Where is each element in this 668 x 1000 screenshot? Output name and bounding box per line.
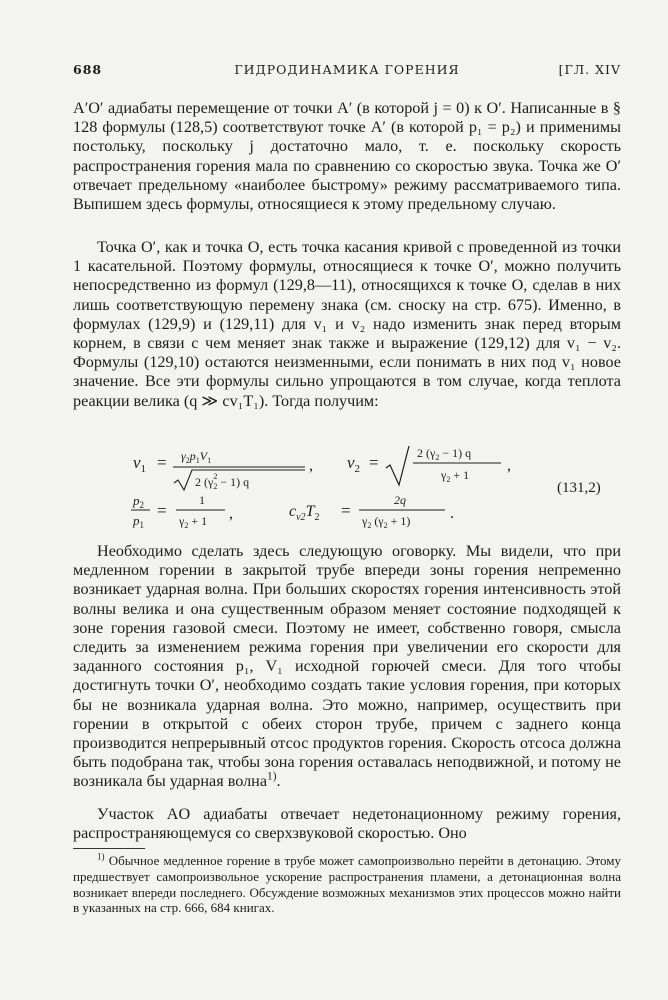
svg-text:=: = — [341, 501, 351, 520]
footnote — [73, 853, 621, 916]
svg-text:v1: $v_1$ — [133, 453, 147, 475]
svg-text:2 (γ2− 1) q: 2 $(\gamma_2 - 1)$ q — [417, 446, 472, 462]
formula-temperature — [289, 493, 454, 530]
svg-text:=: = — [157, 501, 167, 520]
running-header — [73, 62, 621, 80]
formula-131-2 — [73, 446, 621, 536]
chapter-label: [ГЛ. XIV — [558, 62, 621, 77]
formula-pressure-ratio — [131, 493, 233, 530]
svg-text:.: . — [450, 505, 454, 522]
footnote-text: Обычное медленное горение в трубе может самопроизвольно перейти в детонацию. Этому предшествует самопроизвольное ускорение распространения пламени, а детонационная волна возникает впереди последнего. Обсуждение возможных механизмов этих процессов можно найти в указанных на стр. 666, 684 книгах. — [73, 853, 622, 916]
page-number: 688 — [73, 62, 103, 77]
svg-text:cv2T2: $c_{v2}T_2$ — [289, 503, 320, 523]
svg-text:γ2p1V1: $\gamma_2p_1V_1$ — [181, 449, 212, 465]
svg-text:2q: 2q — [394, 493, 406, 507]
svg-text:1: 1 — [199, 493, 205, 507]
svg-text:=: = — [369, 453, 379, 472]
paragraph-3: Необходимо сделать здесь следующую оговорку. Мы видели, что при медленном горении в закрытой трубе впереди зоны горения непременно возникает ударная волна. При больших скоростях горения интенсивность этой волны велика и она существенным образом меняет состояние подходящей к зоне горения газовой смеси. Поэтому не имеет, собственно говоря, смысла следить за изменением режима горения при увеличении его скорости для заданного состояния p₁, V₁ исходной горючей смеси. Для того чтобы достигнуть точки O′, необходимо создать такие условия горения, при которых бы не возникала ударная волна. Это можно, например, осуществить при горении в открытой с обеих сторон трубе, причем с заднего конца производится непрерывный отсос продуктов горения. Скорость отсоса должна быть подобрана так, чтобы зона горения оставалась неподвижной, и потому не возникала бы ударная волна$^{1)}$. — [73, 542, 621, 791]
svg-text:2(γ22− 1) q: 2 $(\gamma_22 - 1)$ q — [195, 472, 250, 491]
svg-text:,: , — [507, 457, 511, 474]
svg-text:=: = — [157, 453, 167, 472]
footnote-ref[interactable]: 1) — [267, 771, 277, 784]
paragraph-4: Участок AO адиабаты отвечает недетонационному режиму горения, распространяющемуся со сверхзвуковой скоростью. Оно — [73, 805, 621, 843]
svg-text:γ2+ 1: $\gamma_2 + 1$ — [441, 468, 470, 484]
paragraph-1: A′O′ адиабаты перемещение от точки A′ (в которой j = 0) к O′. Написанные в § 128 формулы (128,5) соответствуют точке A′ (в которой p₁ = p₂) и применимы постольку, поскольку j достаточно мало, т. е. поскольку скорость распространения горения мала по сравнению со скоростью звука. Точка же O′ отвечает предельному «наиболее быстрому» режиму рассматриваемого типа. Выпишем здесь формулы, относящиеся к этому предельному случаю. — [73, 99, 621, 214]
formula-v1 — [133, 449, 313, 491]
footnote-marker: 1) — [97, 851, 105, 862]
svg-text:v2: $v_2$ — [347, 453, 361, 475]
running-title: ГИДРОДИНАМИКА ГОРЕНИЯ — [234, 62, 460, 77]
paragraph-2: Точка O′, как и точка O, есть точка касания кривой с проведенной из точки 1 касательной. Поэтому формулы, относящиеся к точке O′, можно получить непосредственно из формул (129,8—11), относящихся к точке O, сделав в них лишь соответствующую перемену знака (см. сноску на стр. 675). Именно, в формулах (129,9) и (129,11) для v₁ и v₂ надо изменить знак перед вторым корнем, в связи с чем меняет знак также и выражение (129,12) для v₁ − v₂. Формулы (129,10) остаются неизменными, если понимать в них под v₁ новое значение. Все эти формулы сильно упрощаются в том случае, когда теплота реакции велика (q ≫ cv₁T₁). Тогда получим: — [73, 238, 621, 410]
svg-text:,: , — [229, 505, 233, 522]
formula-v2 — [347, 446, 511, 485]
svg-text:p2: $p_2$ — [133, 493, 144, 510]
svg-text:,: , — [309, 457, 313, 474]
svg-text:γ2+ 1: $\gamma_2 + 1$ — [179, 514, 208, 530]
footnote-divider — [73, 848, 145, 849]
svg-text:p1: $p_1$ — [133, 513, 144, 530]
svg-text:γ2(γ2+ 1): $\gamma_2$ $(\gamma_2 + 1)$ — [362, 514, 411, 530]
equation-number: (131,2) — [557, 480, 601, 496]
